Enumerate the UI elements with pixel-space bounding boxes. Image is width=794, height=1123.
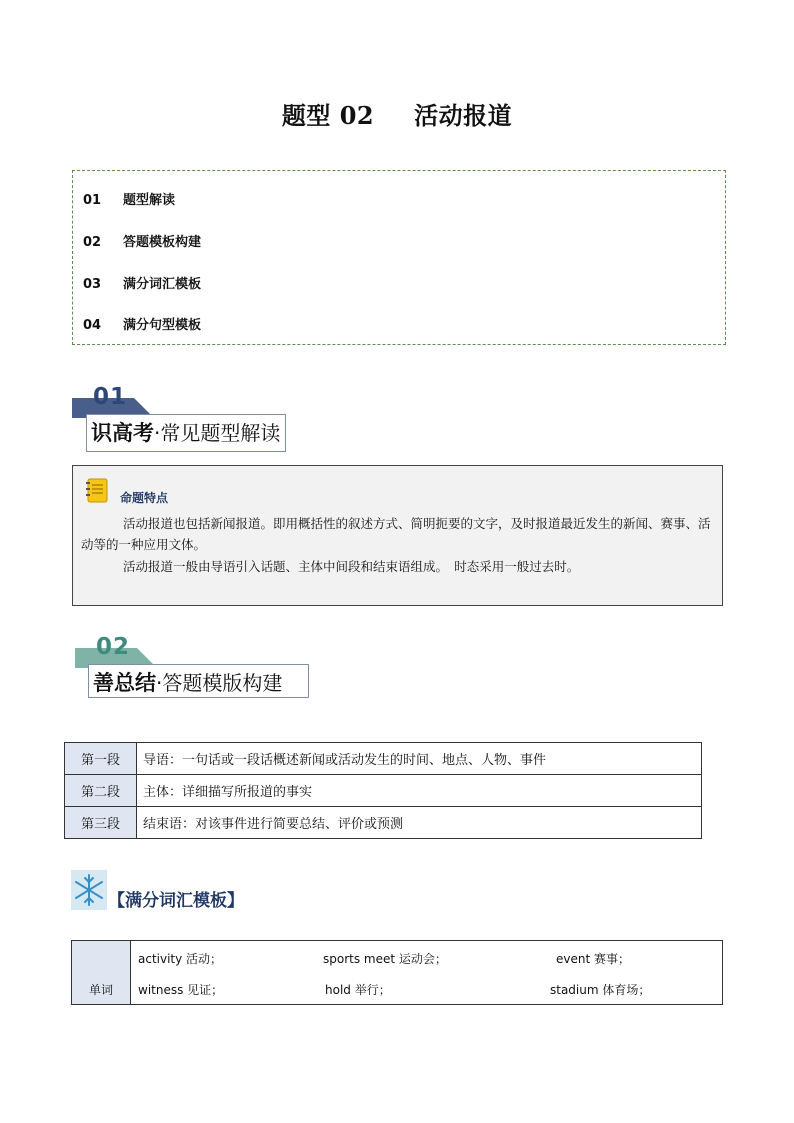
desc-cell: 主体：详细描写所报道的事实 xyxy=(137,775,702,807)
part-cell: 第三段 xyxy=(65,807,137,839)
table-of-contents xyxy=(72,170,726,345)
section-2-title-box xyxy=(88,664,309,698)
toc-label: 满分句型模板 xyxy=(123,318,202,333)
section-1-number: 01 xyxy=(93,384,128,410)
section-1-title-sub: ·常见题型解读 xyxy=(154,421,281,445)
part-cell: 第一段 xyxy=(65,743,137,775)
toc-num: 01 xyxy=(83,193,102,208)
toc-num: 02 xyxy=(83,235,102,250)
page-title xyxy=(0,96,794,131)
vocab-word: witness 见证； xyxy=(138,983,224,997)
vocab-table xyxy=(71,940,723,1005)
part-cell: 第二段 xyxy=(65,775,137,807)
notebook-icon xyxy=(86,478,110,504)
toc-item[interactable] xyxy=(83,273,201,292)
section-2-number: 02 xyxy=(96,634,131,660)
vocab-label: 单词 xyxy=(72,941,131,1005)
title-prefix: 题型 02 xyxy=(281,101,375,130)
section-2-title-main: 善总结 xyxy=(93,671,156,695)
toc-item[interactable] xyxy=(83,314,201,333)
table-row xyxy=(65,807,702,839)
toc-label: 答题模板构建 xyxy=(123,235,202,250)
vocab-word: hold 举行； xyxy=(325,983,391,997)
toc-item[interactable] xyxy=(83,231,201,250)
feature-paragraph-2: 活动报道一般由导语引入话题、主体中间段和结束语组成。 时态采用一般过去时。 xyxy=(123,559,580,574)
snowflake-icon xyxy=(71,870,107,910)
table-row xyxy=(65,775,702,807)
vocab-cell xyxy=(131,941,723,1005)
vocab-title: 【满分词汇模板】 xyxy=(108,891,244,911)
section-1-title-box xyxy=(86,414,286,452)
desc-cell: 结束语：对该事件进行简要总结、评价或预测 xyxy=(137,807,702,839)
section-2-title-sub: ·答题模版构建 xyxy=(156,671,283,695)
vocab-word: event 赛事； xyxy=(556,952,630,966)
title-name: 活动报道 xyxy=(414,101,513,130)
vocab-word: stadium 体育场； xyxy=(550,983,651,997)
feature-title: 命题特点 xyxy=(120,491,169,505)
vocab-header xyxy=(71,870,244,914)
vocab-word: sports meet 运动会； xyxy=(323,952,447,966)
vocab-word: activity 活动； xyxy=(138,952,223,966)
toc-num: 04 xyxy=(83,318,102,333)
feature-paragraph-1: 活动报道也包括新闻报道。即用概括性的叙述方式、简明扼要的文字，及时报道最近发生的新闻、赛事、活动等的一种应用文体。 xyxy=(81,516,711,552)
toc-item[interactable] xyxy=(83,189,175,208)
toc-label: 满分词汇模板 xyxy=(123,277,202,292)
structure-table xyxy=(64,742,702,839)
section-1-title-main: 识高考 xyxy=(91,421,154,445)
toc-num: 03 xyxy=(83,277,102,292)
desc-cell: 导语：一句话或一段话概述新闻或活动发生的时间、地点、人物、事件 xyxy=(137,743,702,775)
table-row xyxy=(72,941,723,1005)
feature-box xyxy=(72,465,723,606)
table-row xyxy=(65,743,702,775)
toc-label: 题型解读 xyxy=(123,193,176,208)
